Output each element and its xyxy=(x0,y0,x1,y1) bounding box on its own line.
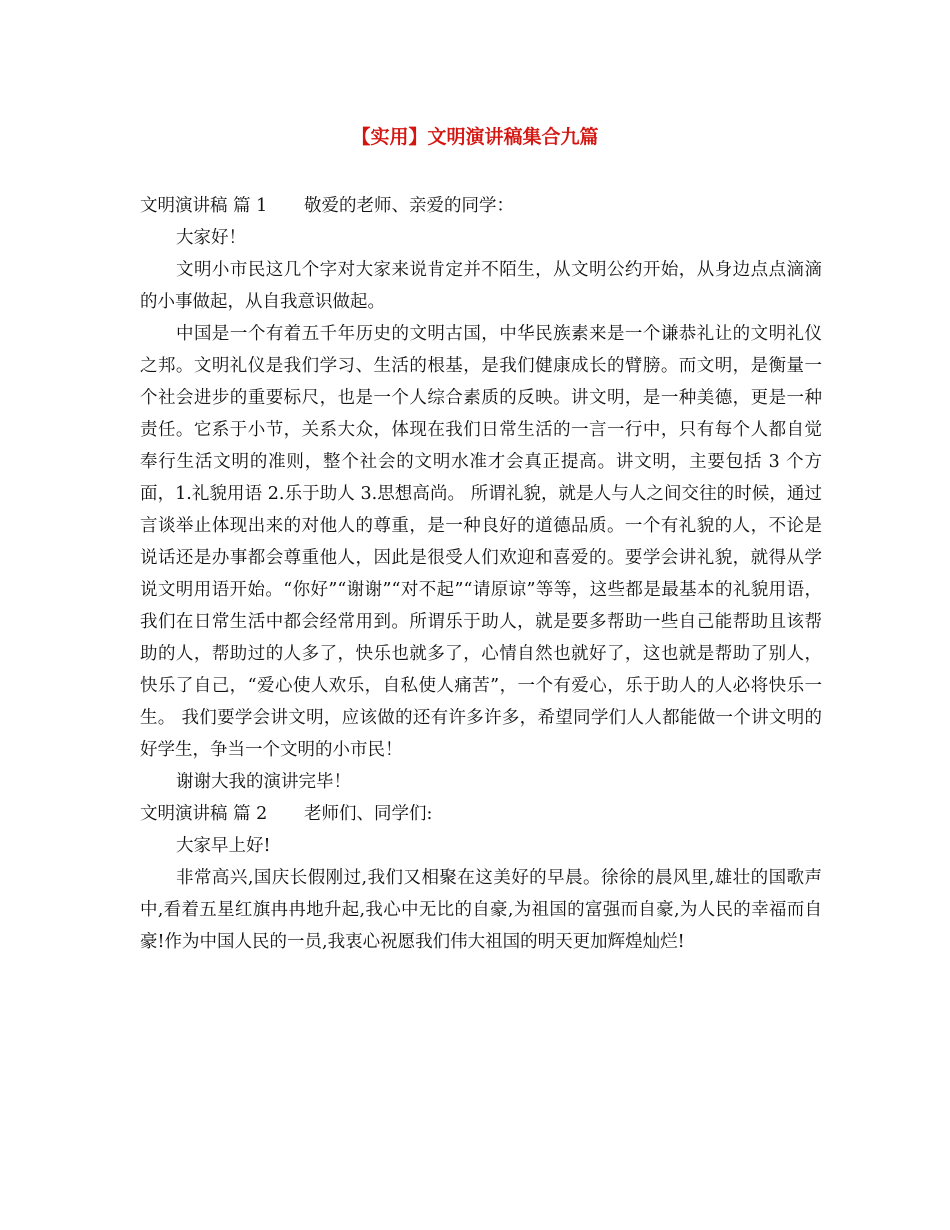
document-body xyxy=(140,190,822,958)
paragraph: 大家早上好! xyxy=(176,836,271,856)
section-salutation: 敬爱的老师、亲爱的同学： xyxy=(304,196,514,216)
paragraph: 谢谢大我的演讲完毕！ xyxy=(176,772,351,792)
section-label: 文明演讲稿 篇 1 xyxy=(140,196,268,216)
section-heading xyxy=(140,190,822,222)
paragraph: 大家好！ xyxy=(176,228,246,248)
section-heading xyxy=(140,798,822,830)
document-title: 【实用】文明演讲稿集合九篇 xyxy=(351,126,599,148)
section-salutation: 老师们、同学们: xyxy=(304,804,433,824)
section-label: 文明演讲稿 篇 2 xyxy=(140,804,268,824)
paragraph: 文明小市民这几个字对大家来说肯定并不陌生，从文明公约开始，从身边点点滴滴的小事做起，从自我意识做起。 xyxy=(140,260,822,312)
paragraph: 中国是一个有着五千年历史的文明古国，中华民族素来是一个谦恭礼让的文明礼仪之邦。文明礼仪是我们学习、生活的根基，是我们健康成长的臂膀。而文明，是衡量一个社会进步的重要标尺，也是一个人综合素质的反映。讲文明，是一种美德，更是一种责任。它系于小节，关系大众，体现在我们日常生活的一言一行中，只有每个人都自觉奉行生活文明的准则，整个社会的文明水准才会真正提高。讲文明，主要包括 3 个方面，1.礼貌用语 2.乐于助人 3.思想高尚。 所谓礼貌，就是人与人之间交往的时候，通过言谈举止体现出来的对他人的尊重，是一种良好的道德品质。一个有礼貌的人，不论是说话还是办事都会尊重他人，因此是很受人们欢迎和喜爱的。要学会讲礼貌，就得从学说文明用语开始。“你好”“谢谢”“对不起”“请原谅”等等，这些都是最基本的礼貌用语，我们在日常生活中都会经常用到。所谓乐于助人，就是要多帮助一些自己能帮助且该帮助的人，帮助过的人多了，快乐也就多了，心情自然也就好了，这也就是帮助了别人，快乐了自己，“爱心使人欢乐，自私使人痛苦”，一个有爱心，乐于助人的人必将快乐一生。 我们要学会讲文明，应该做的还有许多许多，希望同学们人人都能做一个讲文明的好学生，争当一个文明的小市民！ xyxy=(140,324,822,760)
paragraph: 非常高兴,国庆长假刚过,我们又相聚在这美好的早晨。徐徐的晨风里,雄壮的国歌声中,看着五星红旗冉冉地升起,我心中无比的自豪,为祖国的富强而自豪,为人民的幸福而自豪!作为中国人民的一员,我衷心祝愿我们伟大祖国的明天更加辉煌灿烂! xyxy=(140,868,822,952)
